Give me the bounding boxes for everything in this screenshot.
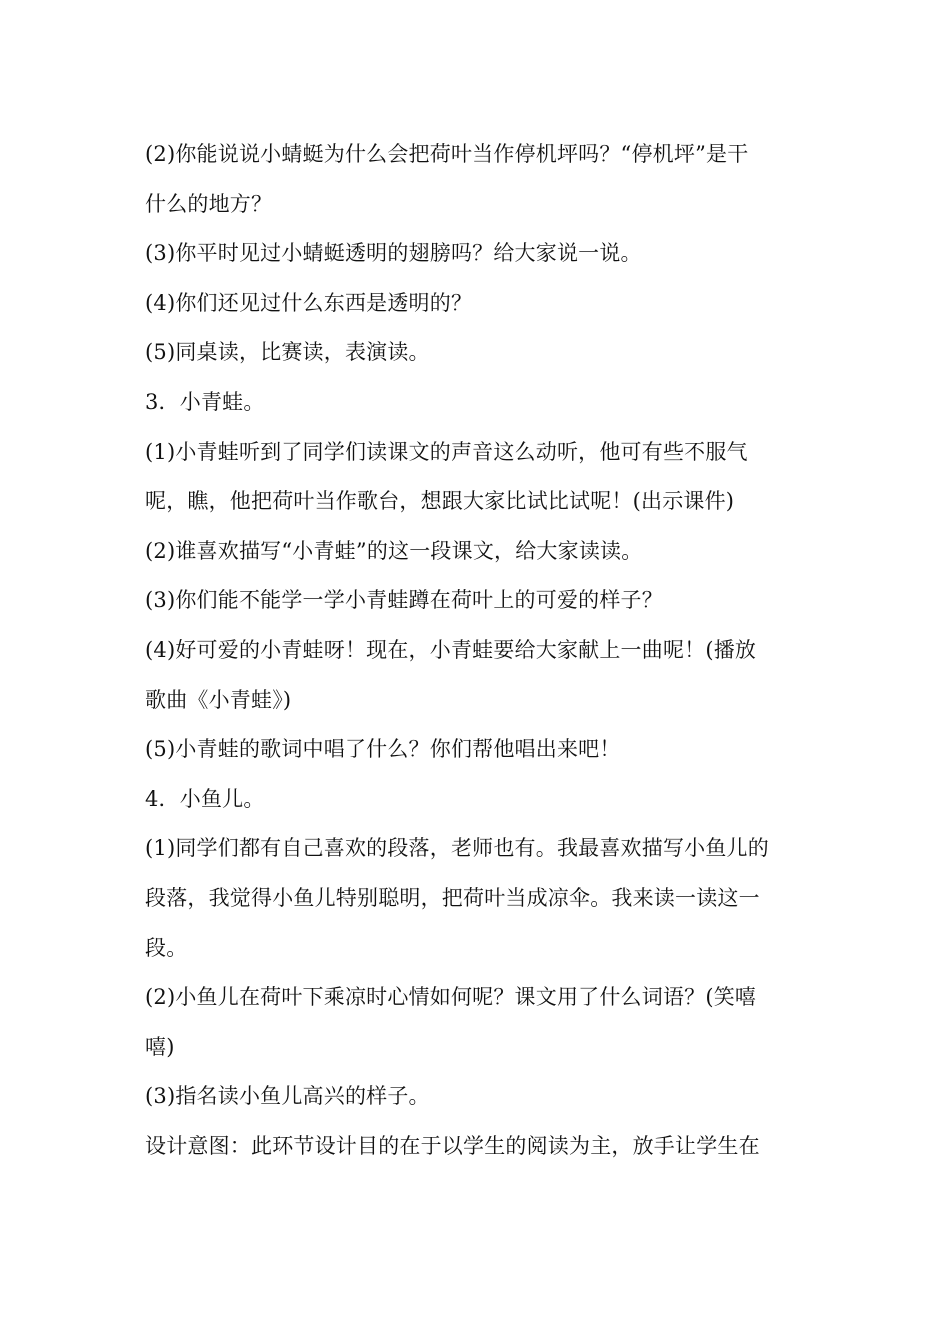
body-text <box>145 130 810 1171</box>
text-line: 歌曲《小青蛙》) <box>145 687 292 712</box>
text-line: (2)小鱼儿在荷叶下乘凉时心情如何呢？课文用了什么词语？(笑嘻 <box>145 985 757 1010</box>
section-heading: 3．小青蛙。 <box>145 389 265 414</box>
text-line: (3)指名读小鱼儿高兴的样子。 <box>145 1084 430 1109</box>
text-line: 呢，瞧，他把荷叶当作歌台，想跟大家比试比试呢！(出示课件) <box>145 489 735 514</box>
text-line: (3)你平时见过小蜻蜓透明的翅膀吗？给大家说一说。 <box>145 241 642 266</box>
text-line: (2)谁喜欢描写“小青蛙”的这一段课文，给大家读读。 <box>145 538 643 563</box>
text-line: (1)同学们都有自己喜欢的段落，老师也有。我最喜欢描写小鱼儿的 <box>145 836 769 861</box>
text-line: 段。 <box>145 935 188 960</box>
section-heading: 4．小鱼儿。 <box>145 786 265 811</box>
text-line: (4)好可爱的小青蛙呀！现在，小青蛙要给大家献上一曲呢！(播放 <box>145 637 757 662</box>
text-line: (4)你们还见过什么东西是透明的？ <box>145 290 473 315</box>
text-line: 什么的地方？ <box>145 191 273 216</box>
text-line: (5)小青蛙的歌词中唱了什么？你们帮他唱出来吧！ <box>145 737 621 762</box>
text-line: 嘻) <box>145 1034 175 1059</box>
text-line: (1)小青蛙听到了同学们读课文的声音这么动听，他可有些不服气 <box>145 439 748 464</box>
text-line: (5)同桌读，比赛读，表演读。 <box>145 340 430 365</box>
text-line: 设计意图：此环节设计目的在于以学生的阅读为主，放手让学生在 <box>145 1133 760 1158</box>
text-line: (3)你们能不能学一学小青蛙蹲在荷叶上的可爱的样子？ <box>145 588 663 613</box>
text-line: 段落，我觉得小鱼儿特别聪明，把荷叶当成凉伞。我来读一读这一 <box>145 885 760 910</box>
text-line: (2)你能说说小蜻蜓为什么会把荷叶当作停机坪吗？“停机坪”是干 <box>145 142 749 166</box>
